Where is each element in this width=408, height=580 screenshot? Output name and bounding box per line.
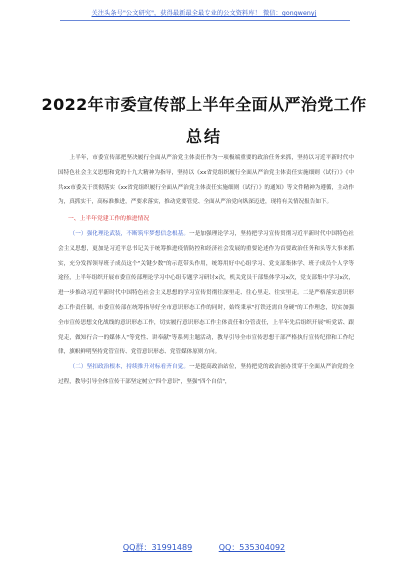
subsection-2-heading: （二）坚扣政治根本，持续推升对标看齐自觉。 <box>69 364 190 371</box>
footer-contacts <box>0 542 408 553</box>
subsection-2-text: 一是提高政治站位，坚持把党的政治创办贯穿于全面从严治党的全过程，教导引导全体宣传干部坚定树立"四个意识"，坚强"四个自信"， <box>58 364 354 385</box>
section-heading: 一、上半年党建工作的推进情况 <box>68 216 150 223</box>
subsection-1-text: 一是加强理论学习，坚持把学习宣传贯彻习近平新时代中国特色社会主义思想，更加是习近平总书记关于统筹推进疫情防控和经济社会发展的重要论述作为首要政治任务和头等大事来抓实，充分发挥领导班子成员这个"关键少数"的示范带头作用，统筹用好中心组学习、党支部集体学、班子成员个人学等途径，上半年组织开展市委宣传部理论学习中心组专题学习研讨x次，机关党员干部集体学习x次，党支部集中学习x次，进一步推动习近平新时代中国特色社会主义思想的学习宣传贯彻往深里走、往心里走、往实里走。二是严格落实意识形态工作责任制，市委宣传部在统筹指导好全市意识形态工作的同时，始终秉承"打铁还需自身硬"的工作理念，切实加强全市宣传思想文化战线的意识形态工作，切实履行意识形态工作主体责任和分管责任，上半年先后组织开展"听党话、跟党走，做知行合一的媒体人"等党性、讲奉献"等系列主题活动，教导引导全市宣传思想干部严格执行宣传纪律和工作纪律，旗帜鲜明坚持党管宣传、党管意识形态、党管媒体原则方向。 <box>58 230 354 356</box>
intro-paragraph: 上半年，市委宣传部把坚决履行全面从严治党主体责任作为一项极端重要的政治任务来抓，坚持以习近平新时代中国特色社会主义思想和党的十九大精神为指导，坚持以《xx省党组织履行全面从严治党主体责任实施细则（试行）》《中共xx市委关于贯彻落实《xx省党组织履行全面从严治党主体责任实施细则（试行）》的通知》等文件精神为遵循，主动作为，真抓实干，高标准推进，严要求落实，推动党要管党、全面从严治党向纵深迈进，现将有关情况报告如下。 <box>58 155 354 206</box>
banner-link[interactable]: 关注头条号"公文研究"，获得最新最全最专业的公文资料库！ 微信：gongwenyj <box>91 10 317 17</box>
subsection-2-paragraph <box>58 360 354 390</box>
document-title-line2: 总结 <box>185 127 222 146</box>
document-body <box>58 151 354 390</box>
qq-group-link[interactable]: QQ群：31991489 <box>122 543 193 552</box>
banner-divider <box>60 20 350 21</box>
qq-contact-link[interactable]: QQ：535304092 <box>218 543 286 552</box>
header-banner <box>0 0 408 44</box>
subsection-1-heading: （一）强化理论武装，不断筑牢梦想信念根基。 <box>69 230 190 237</box>
subsection-1-paragraph <box>58 227 354 360</box>
document-title: 2022年市委宣传部上半年全面从严治党工作 <box>41 95 367 114</box>
